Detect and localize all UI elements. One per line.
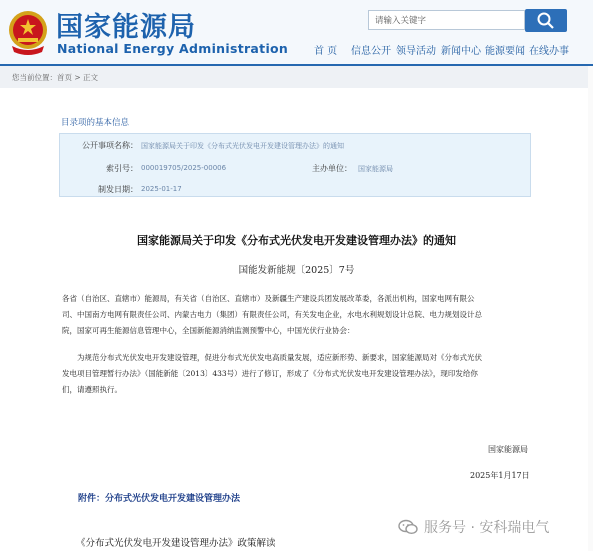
nav-home[interactable]: 首 页 <box>314 46 338 57</box>
meta-value-organizer: 国家能源局 <box>358 165 393 173</box>
nav-energy-news[interactable]: 能源要闻 <box>485 46 525 57</box>
nav-leadership[interactable]: 领导活动 <box>396 46 436 57</box>
brand-name-cn: 国家能源局 <box>56 12 196 43</box>
meta-label-organizer: 主办单位： <box>312 164 352 173</box>
search-button[interactable] <box>525 9 567 32</box>
meta-label-name: 公开事项名称： <box>82 141 138 150</box>
recipients-line: 各省（自治区、直辖市）能源局，有关省（自治区、直辖市）及新疆生产建设兵团发展改革委，各派出机构，国家电网有限公 <box>62 294 475 303</box>
body-paragraph <box>62 350 534 398</box>
watermark <box>398 516 549 538</box>
attachment-link[interactable]: 附件：分布式光伏发电开发建设管理办法 <box>78 494 241 504</box>
scrollbar[interactable] <box>588 66 593 551</box>
recipients-line: 司、中国南方电网有限责任公司、内蒙古电力（集团）有限责任公司，有关发电企业，水电水利规划设计总院、电力规划设计总 <box>62 310 482 319</box>
nav-info-public[interactable]: 信息公开 <box>351 46 391 57</box>
site-header <box>0 0 593 64</box>
nav-online-services[interactable]: 在线办事 <box>529 46 569 57</box>
signer: 国家能源局 <box>488 445 528 454</box>
meta-section-title: 目录项的基本信息 <box>61 118 130 128</box>
issue-date: 2025年1月17日 <box>470 471 530 480</box>
document-number: 国能发新能规〔2025〕7号 <box>238 265 355 276</box>
brand-name-en: National Energy Administration <box>57 41 289 56</box>
body-line: 为规范分布式光伏发电开发建设管理，促进分布式光伏发电高质量发展，适应新形势、新要求，国家能源局对《分布式光伏 <box>62 353 482 362</box>
meta-value-date: 2025-01-17 <box>141 185 182 193</box>
breadcrumb: 您当前位置：首页 > 正文 <box>12 73 99 82</box>
body-line: 们，请遵照执行。 <box>62 385 122 394</box>
body-line: 发电项目管理暂行办法》（国能新能〔2013〕433号）进行了修订，形成了《分布式光伏发电开发建设管理办法》，现印发给你 <box>62 369 478 378</box>
meta-value-name: 国家能源局关于印发《分布式光伏发电开发建设管理办法》的通知 <box>141 142 344 150</box>
search-input[interactable]: 请输入关键字 <box>368 10 525 30</box>
national-emblem-icon <box>6 6 50 56</box>
recipients-line: 院，国家可再生能源信息管理中心，全国新能源消纳监测预警中心，中国光伏行业协会： <box>62 326 355 335</box>
meta-label-date: 制发日期： <box>98 185 138 194</box>
document-title: 国家能源局关于印发《分布式光伏发电开发建设管理办法》的通知 <box>137 234 456 247</box>
watermark-text: 服务号 · 安科瑞电气 <box>424 520 550 536</box>
wechat-icon <box>398 519 418 535</box>
recipients-paragraph <box>62 291 534 339</box>
meta-value-index: 000019705/2025-00006 <box>141 164 227 172</box>
meta-label-index: 索引号： <box>106 164 138 173</box>
search-icon <box>525 9 567 32</box>
policy-interpretation-link[interactable]: 《分布式光伏发电开发建设管理办法》政策解读 <box>76 538 276 549</box>
nav-news-center[interactable]: 新闻中心 <box>441 46 481 57</box>
